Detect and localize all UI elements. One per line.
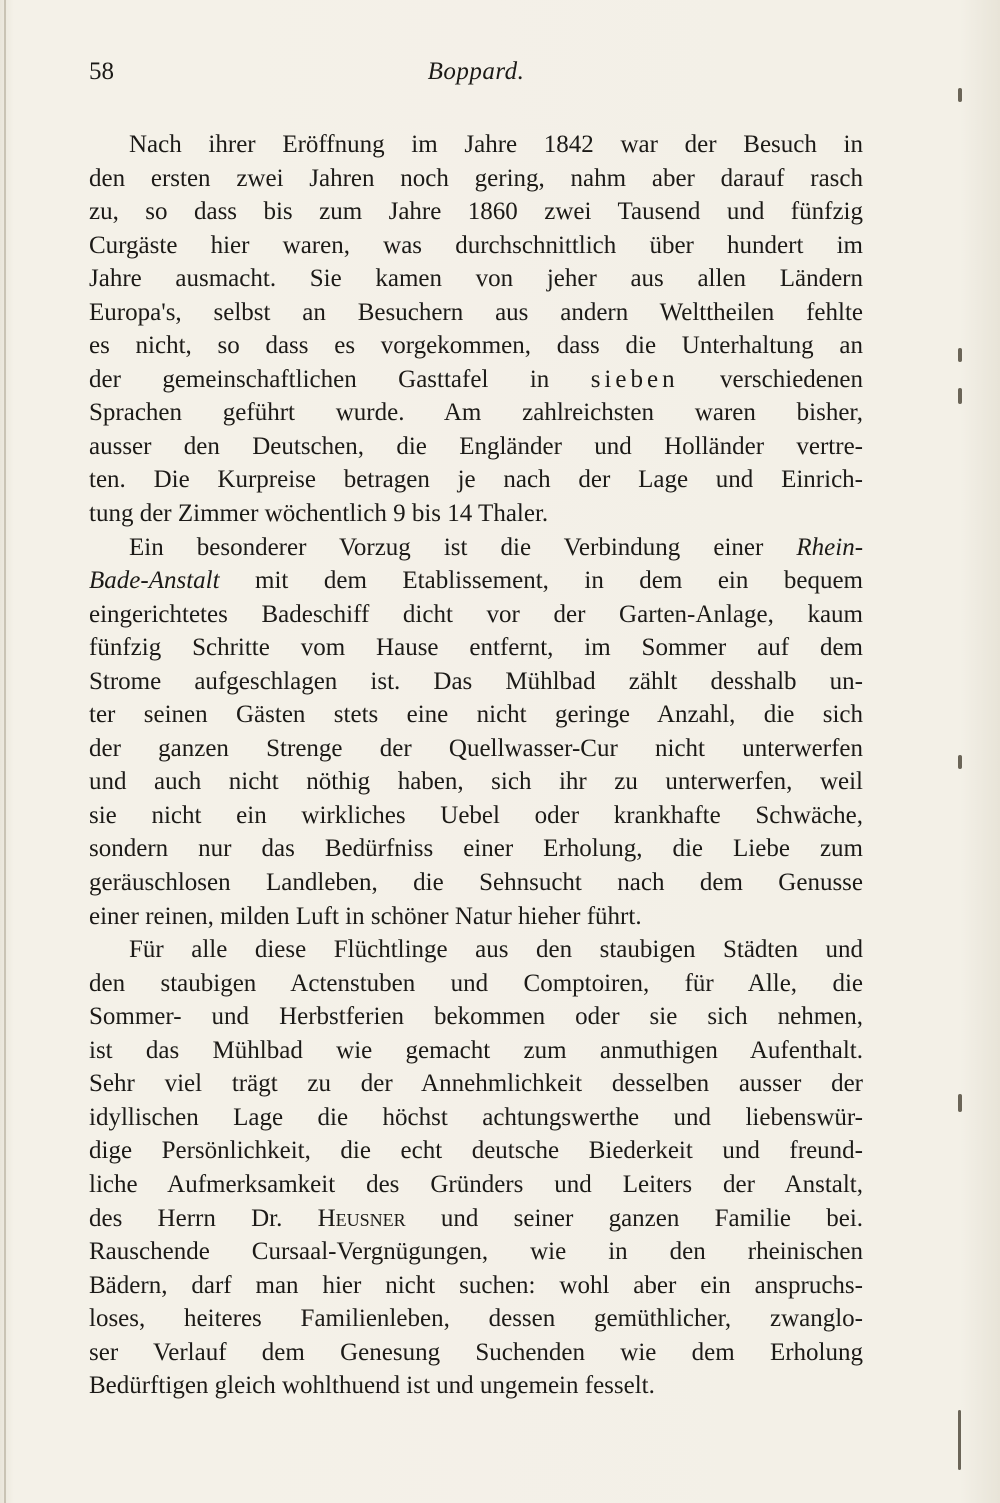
text-line	[89, 296, 863, 330]
text-line	[89, 866, 863, 900]
text-span: Europa's, selbst an Besuchern aus andern Welttheilen fehlte	[89, 298, 863, 326]
text-span: Bedürftigen gleich wohlthuend ist und ungemein fesselt.	[89, 1372, 655, 1400]
text-line	[89, 732, 863, 766]
margin-mark	[958, 88, 962, 102]
margin-mark	[958, 1094, 962, 1112]
text-line	[89, 229, 863, 263]
text-span: mit dem Etablissement, in dem ein bequem	[255, 567, 864, 595]
page-number: 58	[89, 58, 114, 85]
text-line	[89, 1269, 863, 1303]
text-span: Heusner	[317, 1204, 406, 1232]
text-line	[89, 531, 863, 565]
text-line	[89, 698, 863, 732]
text-line	[89, 765, 863, 799]
text-span: und seiner ganzen Familie bei.	[440, 1204, 864, 1232]
text-line	[89, 933, 863, 967]
text-line	[89, 396, 863, 430]
text-span: Curgäste hier waren, was durchschnittlich über hundert im	[89, 231, 863, 259]
text-line	[89, 1034, 863, 1068]
text-span: Rhein-	[796, 533, 864, 561]
text-span: der ganzen Strenge der Quellwasser-Cur nicht unterwerfen	[89, 734, 863, 762]
text-line	[89, 1000, 863, 1034]
text-span: Strome aufgeschlagen ist. Das Mühlbad zählt desshalb un-	[89, 667, 863, 695]
text-span: liche Aufmerksamkeit des Gründers und Leiters der Anstalt,	[89, 1170, 863, 1198]
text-line	[89, 162, 863, 196]
text-line	[89, 128, 863, 162]
text-line	[89, 1101, 863, 1135]
text-line	[89, 665, 863, 699]
text-span: Sommer- und Herbstferien bekommen oder sie sich nehmen,	[89, 1003, 863, 1031]
text-line	[89, 1369, 863, 1403]
text-span: den ersten zwei Jahren noch gering, nahm aber darauf rasch	[89, 164, 863, 192]
text-span: der gemeinschaftlichen Gasttafel in	[89, 365, 550, 393]
text-span: es nicht, so dass es vorgekommen, dass die Unterhaltung an	[89, 332, 863, 360]
text-line	[89, 262, 863, 296]
text-span: Bade-Anstalt	[89, 567, 220, 595]
text-line	[89, 631, 863, 665]
text-line	[89, 195, 863, 229]
text-line	[89, 430, 863, 464]
text-line	[89, 1168, 863, 1202]
text-line	[89, 497, 863, 531]
text-span: idyllischen Lage die höchst achtungswerthe und liebenswür-	[89, 1103, 863, 1131]
text-span: zu, so dass bis zum Jahre 1860 zwei Tausend und fünfzig	[89, 198, 863, 226]
margin-mark	[958, 348, 962, 362]
text-span: ter seinen Gästen stets eine nicht geringe Anzahl, die sich	[89, 701, 863, 729]
text-span: ser Verlauf dem Genesung Suchenden wie dem Erholung	[89, 1338, 863, 1366]
text-span: Nach ihrer Eröffnung im Jahre 1842 war der Besuch in	[129, 131, 863, 158]
running-head: Boppard.	[427, 58, 525, 85]
text-span: Ein besonderer Vorzug ist die Verbindung einer	[129, 533, 764, 561]
text-span: geräuschlosen Landleben, die Sehnsucht nach dem Genusse	[89, 869, 863, 897]
text-line	[89, 1235, 863, 1269]
text-line	[89, 329, 863, 363]
text-span: verschiedenen	[720, 365, 863, 393]
text-span: Sehr viel trägt zu der Annehmlichkeit desselben ausser der	[89, 1070, 863, 1098]
text-line	[89, 564, 863, 598]
text-line	[89, 1202, 863, 1236]
text-line	[89, 363, 863, 397]
text-span: sondern nur das Bedürfniss einer Erholung, die Liebe zum	[89, 835, 863, 863]
text-span: Sprachen geführt wurde. Am zahlreichsten waren bisher,	[89, 399, 863, 427]
text-span: Für alle diese Flüchtlinge aus den staubigen Städten und	[129, 936, 863, 964]
text-line	[89, 1067, 863, 1101]
text-line	[89, 1336, 863, 1370]
margin-marks	[958, 0, 988, 1503]
text-line	[89, 967, 863, 1001]
text-span: fünfzig Schritte vom Hause entfernt, im Sommer auf dem	[89, 634, 863, 662]
text-span: loses, heiteres Familienleben, dessen gemüthlicher, zwanglo-	[89, 1305, 863, 1333]
page-header	[89, 58, 863, 98]
text-line	[89, 799, 863, 833]
text-line	[89, 598, 863, 632]
text-span: Bädern, darf man hier nicht suchen: wohl aber ein anspruchs-	[89, 1271, 863, 1299]
text-span: sie nicht ein wirkliches Uebel oder krankhafte Schwäche,	[89, 801, 863, 829]
text-span: ist das Mühlbad wie gemacht zum anmuthigen Aufenthalt.	[89, 1036, 863, 1064]
text-span: Jahre ausmacht. Sie kamen von jeher aus allen Ländern	[89, 265, 863, 293]
text-line	[89, 1134, 863, 1168]
text-span: ten. Die Kurpreise betragen je nach der Lage und Einrich-	[89, 466, 863, 494]
text-span: eingerichtetes Badeschiff dicht vor der Garten-Anlage, kaum	[89, 600, 863, 628]
text-line	[89, 463, 863, 497]
text-span: und auch nicht nöthig haben, sich ihr zu unterwerfen, weil	[89, 768, 863, 796]
text-line	[89, 900, 863, 934]
body-text	[89, 128, 863, 1403]
text-span: des Herrn Dr.	[89, 1204, 283, 1232]
binding-edge	[4, 0, 6, 1503]
margin-mark	[958, 755, 962, 769]
text-line	[89, 832, 863, 866]
text-span: tung der Zimmer wöchentlich 9 bis 14 Thaler.	[89, 500, 549, 528]
margin-mark	[958, 388, 962, 404]
margin-mark	[958, 1410, 961, 1470]
text-span: ausser den Deutschen, die Engländer und Holländer vertre-	[89, 432, 863, 460]
text-span: sieben	[590, 365, 679, 393]
text-line	[89, 1302, 863, 1336]
text-span: den staubigen Actenstuben und Comptoiren, für Alle, die	[89, 969, 863, 997]
text-span: dige Persönlichkeit, die echt deutsche Biederkeit und freund-	[89, 1137, 863, 1165]
text-span: einer reinen, milden Luft in schöner Natur hieher führt.	[89, 902, 642, 930]
text-span: Rauschende Cursaal-Vergnügungen, wie in den rheinischen	[89, 1238, 863, 1266]
